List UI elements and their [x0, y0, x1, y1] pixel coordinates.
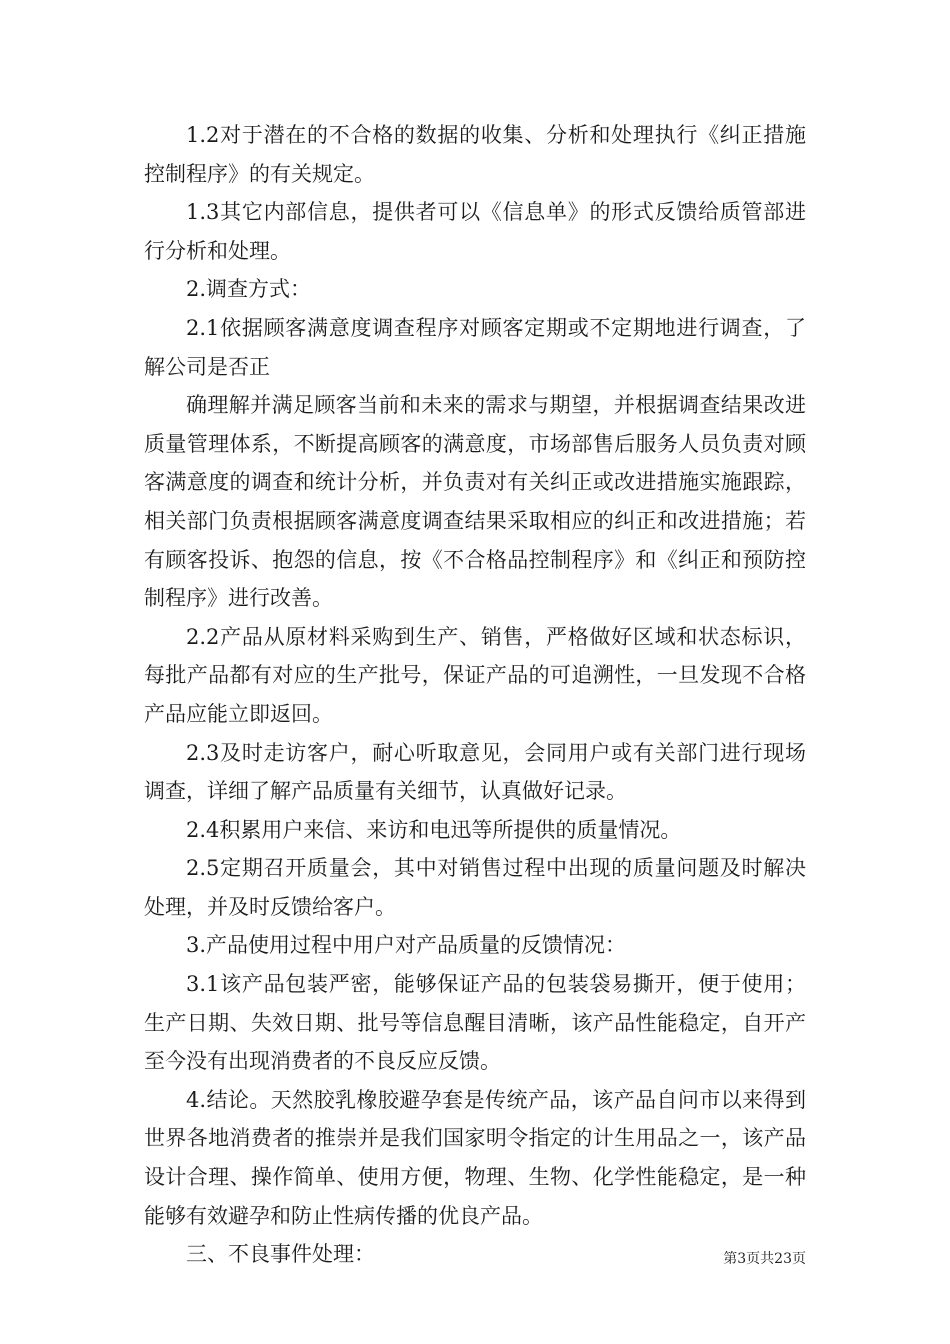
document-body [144, 116, 806, 1274]
heading-adverse-events: 三、不良事件处理： [186, 1242, 375, 1267]
paragraph-2-5: 2.5定期召开质量会，其中对销售过程中出现的质量问题及时解决处理，并及时反馈给客户。 [144, 856, 806, 919]
paragraph-3-1: 3.1该产品包装严密，能够保证产品的包装袋易撕开，便于使用；生产日期、失效日期、批号等信息醒目清晰，该产品性能稳定，自开产至今没有出现消费者的不良反应反馈。 [144, 972, 806, 1074]
paragraph-1-2: 1.2对于潜在的不合格的数据的收集、分析和处理执行《纠正措施控制程序》的有关规定。 [144, 123, 806, 186]
page-number: 第3页共23页 [723, 1251, 806, 1267]
paragraph-2-1: 2.1依据顾客满意度调查程序对顾客定期或不定期地进行调查，了解公司是否正 [144, 315, 806, 379]
paragraph-conclusion: 4.结论。天然胶乳橡胶避孕套是传统产品，该产品自问市以来得到世界各地消费者的推崇并是我们国家明令指定的计生用品之一，该产品设计合理、操作简单、使用方便，物理、生物、化学性能稳定，是一种能够有效避孕和防止性病传播的优良产品。 [144, 1087, 806, 1228]
paragraph-2-1-continued: 确理解并满足顾客当前和未来的需求与期望，并根据调查结果改进质量管理体系，不断提高顾客的满意度，市场部售后服务人员负责对顾客满意度的调查和统计分析，并负责对有关纠正或改进措施实施跟踪，相关部门负责根据顾客满意度调查结果采取相应的纠正和改进措施；若有顾客投诉、抱怨的信息，按《不合格品控制程序》和《纠正和预防控制程序》进行改善。 [144, 393, 806, 611]
paragraph-2-2: 2.2产品从原材料采购到生产、销售，严格做好区域和状态标识，每批产品都有对应的生产批号，保证产品的可追溯性，一旦发现不合格产品应能立即返回。 [144, 624, 806, 726]
paragraph-2-4: 2.4积累用户来信、来访和电迅等所提供的质量情况。 [186, 817, 682, 842]
paragraph-2-3: 2.3及时走访客户，耐心听取意见，会同用户或有关部门进行现场调查，详细了解产品质量有关细节，认真做好记录。 [144, 740, 806, 804]
heading-user-feedback: 3.产品使用过程中用户对产品质量的反馈情况： [186, 933, 627, 958]
paragraph-1-3: 1.3其它内部信息，提供者可以《信息单》的形式反馈给质管部进行分析和处理。 [144, 200, 806, 263]
heading-survey-method: 2.调查方式： [186, 277, 312, 302]
